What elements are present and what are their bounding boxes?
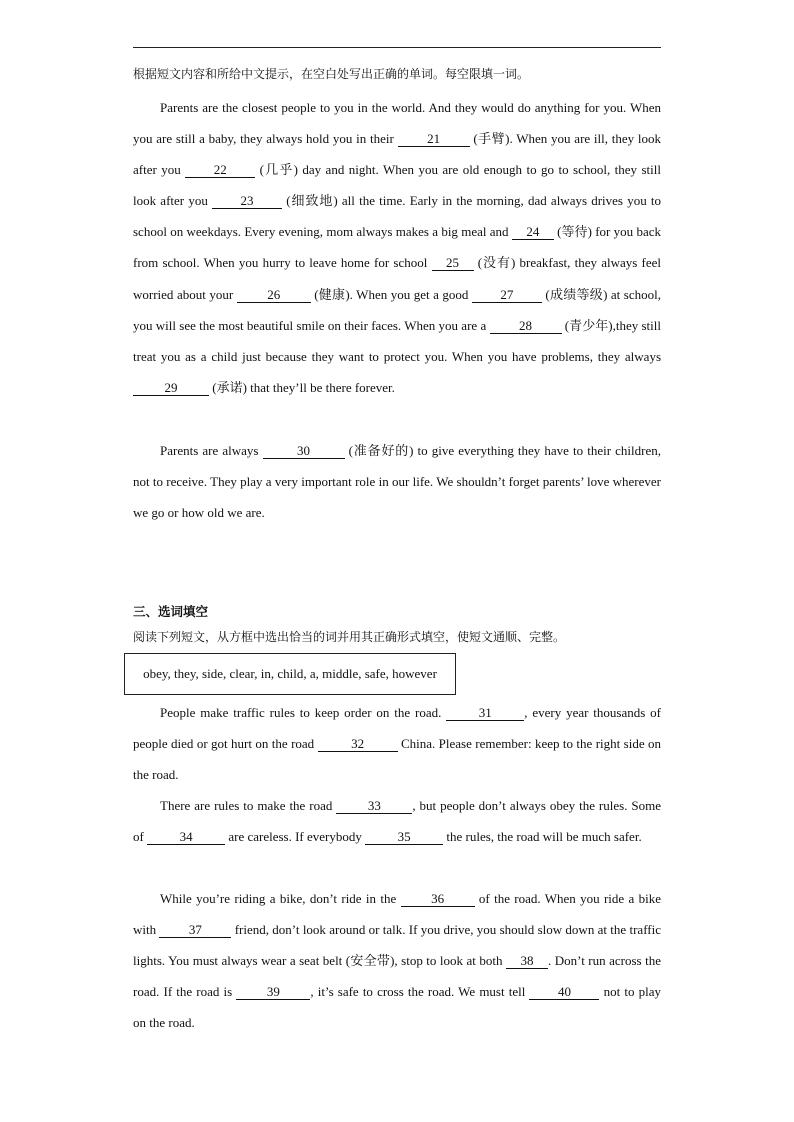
text: Parents are the closest people to you in the world. And they would do anything for you. When you are still a baby, they always hold you in their [133, 100, 661, 147]
blank-24[interactable]: 24 [512, 225, 554, 240]
passage-parents-para2 [133, 435, 661, 528]
text: , every year thousands of people died or got hurt on the road [133, 705, 661, 752]
text: Parents are always [160, 443, 263, 458]
word-box-text: obey, they, side, clear, in, child, a, middle, safe, however [143, 666, 437, 681]
section3-heading: 三、选词填空 [133, 604, 209, 619]
blank-33[interactable]: 33 [336, 799, 412, 814]
blank-30[interactable]: 30 [263, 444, 345, 459]
text: the rules, the road will be much safer. [443, 829, 642, 845]
text: are careless. If everybody [225, 829, 366, 845]
text: (青少年),they still treat you as a child just because they want to protect you. When you have problems, they always [133, 317, 661, 364]
text: (没有) breakfast, they always feel worried about your [133, 255, 661, 302]
word-box [124, 653, 456, 695]
passage-traffic-para2 [133, 790, 661, 852]
blank-36[interactable]: 36 [401, 892, 475, 907]
text: . Don’t run across the road. If the road is [133, 953, 661, 1000]
blank-27[interactable]: 27 [472, 288, 542, 303]
blank-34[interactable]: 34 [147, 830, 225, 845]
text: (承诺) that they’ll be there forever. [209, 379, 395, 395]
text: (等待) for you back from school. When you hurry to leave home for school [133, 224, 661, 271]
blank-23[interactable]: 23 [212, 194, 282, 209]
text: (健康). When you get a good [310, 286, 472, 302]
passage-traffic-para1 [133, 697, 661, 790]
top-divider [133, 47, 661, 48]
text: (准备好的) to give everything they have to their children, not to receive. They play a very important role in our life. We shouldn’t forget parents’ love wherever we go or how old we are. [133, 443, 661, 521]
text: While you’re riding a bike, don’t ride in the [160, 891, 401, 906]
blank-40[interactable]: 40 [529, 985, 599, 1000]
text: not to play on the road. [133, 984, 661, 1031]
blank-29[interactable]: 29 [133, 381, 209, 396]
text: friend, don’t look around or talk. If you drive, you should slow down at the traffic lights. You must always wear a seat belt (安全带), stop to look at both [133, 922, 661, 969]
text: , it’s safe to cross the road. We must tell [310, 984, 530, 1000]
text: China. Please remember: keep to the right side on the road. [133, 736, 661, 783]
blank-21[interactable]: 21 [398, 132, 470, 147]
text: (手臂). When you are ill, they look after you [133, 131, 661, 178]
blank-26[interactable]: 26 [237, 288, 311, 303]
text: There are rules to make the road [160, 798, 337, 813]
blank-38[interactable]: 38 [506, 954, 548, 969]
text: , but people don’t always obey the rules. Some of [133, 798, 661, 845]
text: People make traffic rules to keep order on the road. [160, 705, 447, 720]
blank-39[interactable]: 39 [236, 985, 310, 1000]
section2-instruction: 根据短文内容和所给中文提示，在空白处写出正确的单词。每空限填一词。 [133, 67, 530, 81]
text: (细致地) all the time. Early in the morning, dad always drives you to school on weekdays. Every evening, mom always makes a big meal and [133, 193, 662, 240]
text: (几乎) day and night. When you are old enough to go to school, they still look after you [133, 162, 661, 209]
section3-instruction: 阅读下列短文，从方框中选出恰当的词并用其正确形式填空，使短文通顺、完整。 [133, 630, 566, 644]
text: (成绩等级) at school, you will see the most beautiful smile on their faces. When you are a [133, 286, 661, 333]
blank-32[interactable]: 32 [318, 737, 398, 752]
passage-parents-para1 [133, 92, 661, 403]
blank-35[interactable]: 35 [365, 830, 443, 845]
blank-28[interactable]: 28 [490, 319, 562, 334]
blank-25[interactable]: 25 [432, 256, 474, 271]
text: of the road. When you ride a bike with [133, 891, 661, 938]
blank-22[interactable]: 22 [185, 163, 255, 178]
passage-traffic-para3 [133, 883, 661, 1038]
blank-37[interactable]: 37 [159, 923, 231, 938]
blank-31[interactable]: 31 [446, 706, 524, 721]
